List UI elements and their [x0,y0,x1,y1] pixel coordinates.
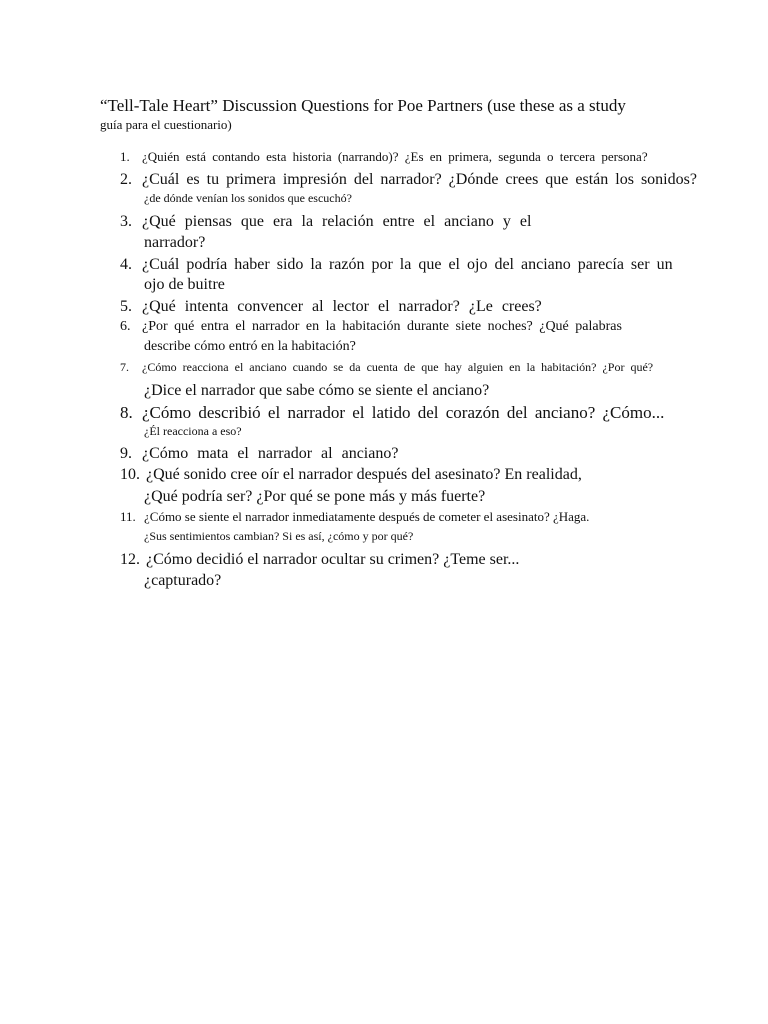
question-number: 5. [120,298,132,315]
question-text: ¿Cómo describió el narrador el latido del corazón del anciano? ¿Cómo... [142,403,665,422]
question-8 [120,402,664,423]
question-number: 1. [120,149,130,164]
question-2 [120,170,697,190]
question-number: 2. [120,171,132,188]
question-number: 8. [120,403,133,422]
question-text: ¿Qué intenta convencer al lector el narrador? ¿Le crees? [142,298,542,315]
question-4 [120,255,673,275]
question-text: ¿Quién está contando esta historia (narrando)? ¿Es en primera, segunda o tercera persona? [142,149,648,164]
question-text: ¿Cómo se siente el narrador inmediatamente después de cometer el asesinato? ¿Haga. [144,509,590,524]
question-4-continuation: ojo de buitre [144,276,225,293]
question-7 [120,360,653,375]
question-3 [120,212,531,232]
question-number: 9. [120,445,132,462]
question-5 [120,297,542,317]
question-number: 7. [120,360,129,374]
question-11 [120,509,589,525]
question-text: ¿Qué sonido cree oír el narrador después del asesinato? En realidad, [146,466,582,483]
question-number: 6. [120,319,131,334]
question-6 [120,318,622,336]
question-7-continuation: ¿Dice el narrador que sabe cómo se siente el anciano? [144,382,490,399]
question-text: ¿Cómo reacciona el anciano cuando se da cuenta de que hay alguien en la habitación? ¿Por qué? [142,360,654,374]
document-title: “Tell-Tale Heart” Discussion Questions for Poe Partners (use these as a study [100,96,626,115]
question-12 [120,550,519,570]
question-3-continuation: narrador? [144,234,206,251]
question-11-continuation: ¿Sus sentimientos cambian? Si es así, ¿cómo y por qué? [144,529,414,543]
question-2-continuation: ¿de dónde venían los sonidos que escuchó? [144,191,352,205]
question-8-continuation: ¿Él reacciona a eso? [144,424,242,438]
question-text: ¿Cómo mata el narrador al anciano? [142,445,399,462]
question-1 [120,149,648,165]
question-text: ¿Cuál es tu primera impresión del narrador? ¿Dónde crees que están los sonidos? [142,171,697,188]
question-12-continuation: ¿capturado? [144,572,222,589]
question-number: 11. [120,509,136,524]
question-text: ¿Qué piensas que era la relación entre el anciano y el [142,213,532,230]
question-9 [120,444,398,464]
question-number: 3. [120,213,132,230]
question-text: ¿Cómo decidió el narrador ocultar su crimen? ¿Teme ser... [146,551,520,568]
question-number: 10. [120,466,140,483]
question-10-continuation: ¿Qué podría ser? ¿Por qué se pone más y más fuerte? [144,488,486,505]
question-text: ¿Cuál podría haber sido la razón por la que el ojo del anciano parecía ser un [142,256,673,273]
question-text: ¿Por qué entra el narrador en la habitación durante siete noches? ¿Qué palabras [142,319,622,334]
question-number: 12. [120,551,140,568]
document-subtitle: guía para el cuestionario) [100,117,232,132]
question-6-continuation: describe cómo entró en la habitación? [144,339,356,354]
question-number: 4. [120,256,132,273]
question-10 [120,465,582,485]
